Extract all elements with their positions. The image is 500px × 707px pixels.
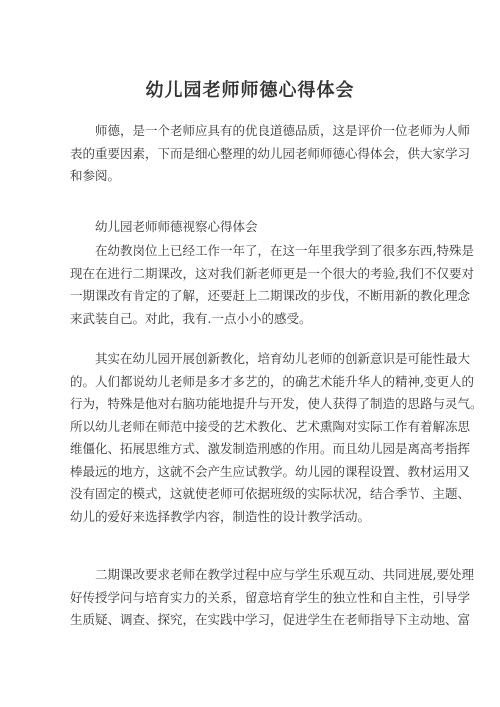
paragraph-line: 维僵化、拓展思维方式、激发制造刑感的作用。而且幼儿园是离高考指挥 (70, 441, 471, 456)
paragraph-curriculum-reform (70, 564, 474, 632)
paragraph-line: 行为，特殊是他对右脑功能地提升与开发，使人获得了制造的思路与灵气。 (70, 396, 483, 411)
paragraph-line: 的。人们都说幼儿老师是多才多艺的，的确艺术能升华人的精神,变更人的 (70, 373, 474, 389)
paragraph-experience (70, 240, 474, 330)
paragraph-innovation (70, 348, 483, 528)
paragraph-line: 好传授学问与培育实力的关系，留意培育学生的独立性和自主性，引导学 (70, 589, 471, 605)
paragraph-line: 表的重要因素，下而是细心整理的幼儿园老师师德心得体会，供大家学习 (70, 145, 471, 161)
paragraph-line: 棒最远的地方，这就不会产生应试教学。幼儿园的课程设置、教材运用又 (70, 463, 471, 479)
paragraph-line: 幼儿的爱好来选择教学内容，制造性的设计教学活动。 (70, 508, 371, 524)
paragraph-line: 所以幼儿老师在师范中接受的艺术教化、艺术熏陶对实际工作有着解冻思 (70, 418, 471, 434)
paragraph-line: 一期课改有肯定的了解，还要赶上二期课改的步伐，不断用新的教化理念 (70, 288, 471, 303)
paragraph-line: 师德，是一个老师应具有的优良道德品质，这是评价一位老师为人师 (95, 123, 471, 138)
paragraph-line: 生质疑、调查、探究，在实践中学习，促进学生在老师指导下主动地、富 (70, 612, 471, 627)
document-title: 幼儿园老师师德心得体会 (145, 80, 355, 101)
paragraph-line: 来武装自己。对此，我有.一点小小的感受。 (70, 310, 312, 326)
section-heading-text: 幼儿园老师师德视察心得体会 (95, 219, 258, 234)
paragraph-intro (70, 120, 471, 188)
paragraph-line: 现在在进行二期课改，这对我们新老师更是一个很大的考验,我们不仅要对 (70, 265, 474, 281)
paragraph-line: 在幼教岗位上已经工作一年了，在这一年里我学到了很多东西,特殊是 (95, 243, 474, 258)
paragraph-line: 没有固定的模式，这就使老师可依据班级的实际状况，结合季节、主题、 (70, 486, 471, 501)
paragraph-line: 和参阅。 (70, 168, 121, 183)
paragraph-line: 二期课改要求老师在教学过程中应与学生乐观互动、共同进展,要处理 (95, 567, 474, 582)
section-heading (70, 216, 432, 239)
paragraph-line: 其实在幼儿园开展创新教化，培育幼儿老师的创新意识是可能性最大 (95, 351, 471, 366)
